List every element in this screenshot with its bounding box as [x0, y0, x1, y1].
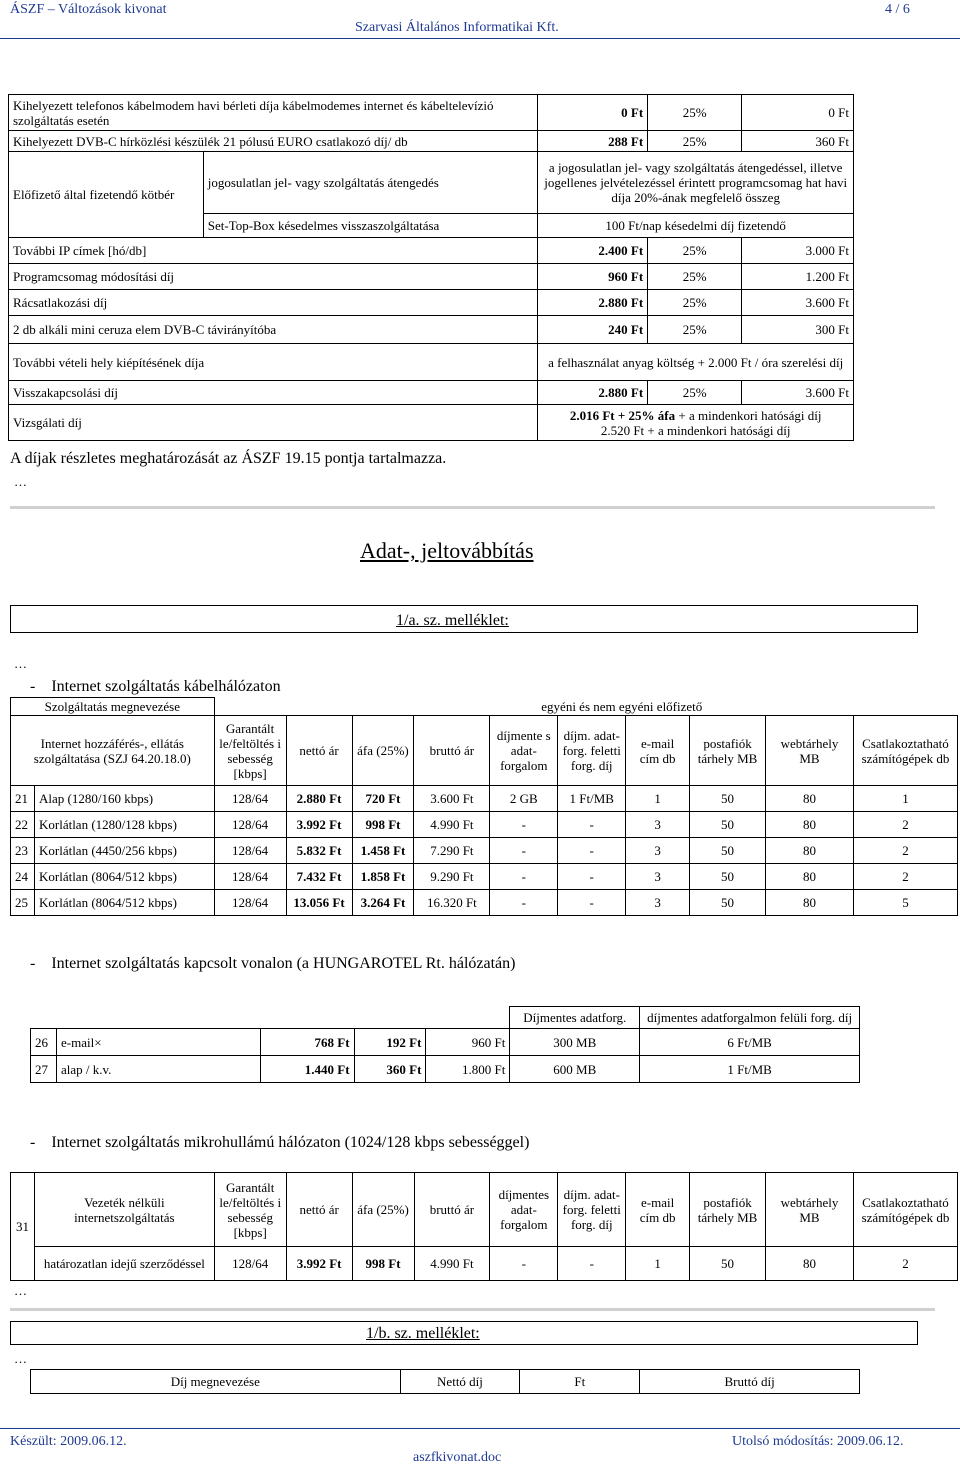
- inspection-row: [9, 405, 854, 441]
- cable-email-count: 3: [626, 864, 690, 890]
- fee-gross: 3.600 Ft: [742, 381, 854, 405]
- cable-row-number: 24: [11, 864, 35, 890]
- fee-vat: 25%: [648, 290, 742, 316]
- dial-over-fee: 6 Ft/MB: [640, 1029, 860, 1056]
- fee-label: Kihelyezett telefonos kábelmodem havi bérleti díja kábelmodemes internet és kábeltelevízió szolgáltatás esetén: [9, 95, 538, 131]
- fee-label: Programcsomag módosítási díj: [9, 264, 538, 290]
- penalty-sub1: jogosulatlan jel- vagy szolgáltatás átengedés: [203, 152, 538, 214]
- cable-data-row: [11, 812, 958, 838]
- micro-row-number: 31: [11, 1173, 35, 1281]
- dial-package-name: alap / k.v.: [56, 1056, 260, 1083]
- dial-h-over: díjmentes adatforgalmon felüli forg. díj: [640, 1007, 860, 1029]
- fees-row: [9, 264, 854, 290]
- cable-over-fee: -: [558, 864, 626, 890]
- cable-computers: 2: [853, 838, 957, 864]
- micro-free-traffic: -: [490, 1247, 558, 1281]
- cable-header-row: [11, 698, 958, 716]
- dial-gross-price: 1.800 Ft: [426, 1056, 510, 1083]
- cable-gross-price: 9.290 Ft: [414, 864, 490, 890]
- cable-free-traffic: -: [490, 864, 558, 890]
- fee-vat: 25%: [648, 95, 742, 131]
- cable-over-fee: -: [558, 838, 626, 864]
- cable-web-mb: 80: [766, 890, 854, 916]
- cable-data-row: [11, 890, 958, 916]
- header-page-number: 4 / 6: [885, 2, 910, 17]
- fee-gross: 3.000 Ft: [742, 238, 854, 264]
- micro-h-col: díjmentes adat-forgalom: [490, 1173, 558, 1247]
- fees-row: [9, 131, 854, 152]
- annex-b-col: Ft: [520, 1370, 640, 1394]
- footer-created: Készült: 2009.06.12.: [10, 1434, 127, 1449]
- cable-h-service: Szolgáltatás megnevezése: [11, 698, 215, 716]
- cable-free-traffic: -: [490, 890, 558, 916]
- penalty-label: Előfizető által fizetendő kötbér: [9, 152, 204, 238]
- micro-email: 1: [626, 1247, 690, 1281]
- cable-mailbox-mb: 50: [690, 890, 766, 916]
- inspection-line1-bold: 2.016 Ft + 25% áfa: [569, 407, 676, 423]
- cable-net-price: 3.992 Ft: [286, 812, 352, 838]
- header-rule: [0, 38, 960, 39]
- cable-row-number: 22: [11, 812, 35, 838]
- cable-computers: 2: [853, 864, 957, 890]
- cable-gross-price: 4.990 Ft: [414, 812, 490, 838]
- annex-b-col: Díj megnevezése: [31, 1370, 401, 1394]
- micro-vat: 998 Ft: [352, 1247, 414, 1281]
- fee-label: 2 db alkáli mini ceruza elem DVB-C távirányítóba: [9, 316, 538, 344]
- cable-computers: 5: [853, 890, 957, 916]
- micro-contract: határozatlan idejű szerződéssel: [34, 1247, 214, 1281]
- dial-data-row: [31, 1056, 860, 1083]
- fee-vat: 25%: [648, 264, 742, 290]
- cable-h-col: e-mail cím db: [626, 716, 690, 786]
- micro-h-col: webtárhely MB: [766, 1173, 854, 1247]
- micro-h-col: Garantált le/feltöltés i sebesség [kbps]: [214, 1173, 286, 1247]
- fee-net: 2.880 Ft: [538, 381, 648, 405]
- annex-b-col: Bruttó díj: [640, 1370, 860, 1394]
- dial-gross-price: 960 Ft: [426, 1029, 510, 1056]
- penalty-sub2: Set-Top-Box késedelmes visszaszolgáltatása: [203, 214, 538, 238]
- fee-vat: 25%: [648, 381, 742, 405]
- cable-package-name: Korlátlan (4450/256 kbps): [34, 838, 214, 864]
- cable-h-col: nettó ár: [286, 716, 352, 786]
- annex-b-table: [30, 1369, 860, 1394]
- cable-h-col: webtárhely MB: [766, 716, 854, 786]
- cable-gross-price: 7.290 Ft: [414, 838, 490, 864]
- extra-site-label: További vételi hely kiépítésének díja: [9, 344, 538, 381]
- fees-row: [9, 238, 854, 264]
- header-left: ÁSZF – Változások kivonat: [10, 2, 167, 17]
- cable-row-number: 25: [11, 890, 35, 916]
- cable-net-price: 13.056 Ft: [286, 890, 352, 916]
- fee-gross: 0 Ft: [742, 95, 854, 131]
- annex-b-header-row: [31, 1370, 860, 1394]
- cable-free-traffic: -: [490, 838, 558, 864]
- micro-header-row: [11, 1173, 958, 1247]
- dial-row-number: 27: [31, 1056, 57, 1083]
- cable-gross-price: 16.320 Ft: [414, 890, 490, 916]
- micro-computers: 2: [853, 1247, 957, 1281]
- ellipsis: …: [14, 1351, 27, 1366]
- fee-net: 2.400 Ft: [538, 238, 648, 264]
- cable-email-count: 3: [626, 812, 690, 838]
- dial-heading: - Internet szolgáltatás kapcsolt vonalon (a HUNGAROTEL Rt. hálózatán): [30, 955, 516, 972]
- ellipsis: …: [14, 656, 27, 671]
- micro-web: 80: [766, 1247, 854, 1281]
- dial-package-name: e-mail×: [56, 1029, 260, 1056]
- cable-h-col: bruttó ár: [414, 716, 490, 786]
- cable-data-row: [11, 838, 958, 864]
- cable-vat: 3.264 Ft: [352, 890, 414, 916]
- cable-row-number: 21: [11, 786, 35, 812]
- micro-h-col: díjm. adat-forg. feletti forg. díj: [558, 1173, 626, 1247]
- cable-mailbox-mb: 50: [690, 812, 766, 838]
- micro-speed: 128/64: [214, 1247, 286, 1281]
- fee-vat: 25%: [648, 316, 742, 344]
- fees-row: [9, 95, 854, 131]
- cable-net-price: 7.432 Ft: [286, 864, 352, 890]
- dial-h-free: Díjmentes adatforg.: [510, 1007, 640, 1029]
- micro-net: 3.992 Ft: [286, 1247, 352, 1281]
- fee-gross: 3.600 Ft: [742, 290, 854, 316]
- dial-vat: 360 Ft: [354, 1056, 426, 1083]
- micro-over-fee: -: [558, 1247, 626, 1281]
- cable-speed: 128/64: [214, 864, 286, 890]
- fees-row: [9, 290, 854, 316]
- cable-h-col: Csatlakoztatható számítógépek db: [853, 716, 957, 786]
- cable-web-mb: 80: [766, 812, 854, 838]
- cable-package-name: Alap (1280/160 kbps): [34, 786, 214, 812]
- footer-filename: aszfkivonat.doc: [413, 1450, 502, 1465]
- fee-net: 0 Ft: [538, 95, 648, 131]
- cable-over-fee: -: [558, 890, 626, 916]
- cable-package-name: Korlátlan (8064/512 kbps): [34, 890, 214, 916]
- fee-gross: 300 Ft: [742, 316, 854, 344]
- cable-over-fee: 1 Ft/MB: [558, 786, 626, 812]
- cable-web-mb: 80: [766, 864, 854, 890]
- cable-package-name: Korlátlan (8064/512 kbps): [34, 864, 214, 890]
- fee-vat: 25%: [648, 131, 742, 152]
- micro-h-col: áfa (25%): [352, 1173, 414, 1247]
- extra-site-value: a felhasználat anyag költség + 2.000 Ft / óra szerelési díj: [538, 344, 854, 381]
- micro-table: [10, 1172, 958, 1281]
- cable-h-col: postafiók tárhely MB: [690, 716, 766, 786]
- fees-table: [8, 94, 854, 441]
- micro-h-col: bruttó ár: [414, 1173, 490, 1247]
- cable-h-subscriber: egyéni és nem egyéni előfizető: [286, 698, 957, 716]
- cable-free-traffic: -: [490, 812, 558, 838]
- ellipsis: …: [14, 474, 27, 489]
- header-company: Szarvasi Általános Informatikai Kft.: [355, 20, 559, 35]
- fee-label: További IP címek [hó/db]: [9, 238, 538, 264]
- fee-net: 2.880 Ft: [538, 290, 648, 316]
- fee-gross: 360 Ft: [742, 131, 854, 152]
- cable-gross-price: 3.600 Ft: [414, 786, 490, 812]
- micro-mailbox: 50: [690, 1247, 766, 1281]
- annex-b-box: [10, 1321, 918, 1345]
- cable-vat: 998 Ft: [352, 812, 414, 838]
- micro-h-col: nettó ár: [286, 1173, 352, 1247]
- dial-header-row: [31, 1007, 860, 1029]
- cable-email-count: 3: [626, 838, 690, 864]
- cable-net-price: 5.832 Ft: [286, 838, 352, 864]
- dial-vat: 192 Ft: [354, 1029, 426, 1056]
- cable-table: [10, 697, 958, 916]
- annex-b-title: 1/b. sz. melléklet:: [366, 1325, 480, 1342]
- micro-h-col: Csatlakoztatható számítógépek db: [853, 1173, 957, 1247]
- cable-speed: 128/64: [214, 812, 286, 838]
- cable-mailbox-mb: 50: [690, 864, 766, 890]
- micro-h-col: postafiók tárhely MB: [690, 1173, 766, 1247]
- footer-rule: [0, 1428, 960, 1429]
- dial-net-price: 1.440 Ft: [260, 1056, 354, 1083]
- cable-h-col: Garantált le/feltöltés i sebesség [kbps]: [214, 716, 286, 786]
- annex-a-title: 1/a. sz. melléklet:: [396, 612, 509, 629]
- cable-computers: 1: [853, 786, 957, 812]
- micro-heading: - Internet szolgáltatás mikrohullámú hálózaton (1024/128 kbps sebességgel): [30, 1134, 530, 1151]
- inspection-line1-rest: + a mindenkori hatósági díj: [675, 407, 822, 423]
- cable-h-col: díjm. adat-forg. feletti forg. díj: [558, 716, 626, 786]
- fee-label: Kihelyezett DVB-C hírközlési készülék 21 pólusú EURO csatlakozó díj/ db: [9, 131, 538, 152]
- dial-data-row: [31, 1029, 860, 1056]
- annex-a-box: [10, 605, 918, 633]
- fee-net: 240 Ft: [538, 316, 648, 344]
- ellipsis: …: [14, 1283, 27, 1298]
- annex-b-col: Nettó díj: [400, 1370, 520, 1394]
- divider: [10, 1308, 935, 1311]
- section-title: Adat-, jeltovábbítás: [360, 538, 534, 563]
- cable-h-col: áfa (25%): [352, 716, 414, 786]
- cable-speed: 128/64: [214, 890, 286, 916]
- divider: [10, 506, 935, 509]
- fees-row: [9, 316, 854, 344]
- inspection-label: Vizsgálati díj: [9, 405, 538, 441]
- cable-web-mb: 80: [766, 838, 854, 864]
- cable-vat: 1.458 Ft: [352, 838, 414, 864]
- cable-net-price: 2.880 Ft: [286, 786, 352, 812]
- cable-mailbox-mb: 50: [690, 786, 766, 812]
- dial-net-price: 768 Ft: [260, 1029, 354, 1056]
- micro-h-service: Vezeték nélküli internetszolgáltatás: [34, 1173, 214, 1247]
- cable-email-count: 1: [626, 786, 690, 812]
- dial-row-number: 26: [31, 1029, 57, 1056]
- cable-row-number: 23: [11, 838, 35, 864]
- micro-h-col: e-mail cím db: [626, 1173, 690, 1247]
- micro-data-row: [11, 1247, 958, 1281]
- extra-site-row: [9, 344, 854, 381]
- cable-speed: 128/64: [214, 838, 286, 864]
- fees-row: [9, 381, 854, 405]
- cable-vat: 720 Ft: [352, 786, 414, 812]
- fee-vat: 25%: [648, 238, 742, 264]
- dial-free-traffic: 600 MB: [510, 1056, 640, 1083]
- footer-modified: Utolsó módosítás: 2009.06.12.: [732, 1434, 904, 1449]
- dial-free-traffic: 300 MB: [510, 1029, 640, 1056]
- cable-computers: 2: [853, 812, 957, 838]
- inspection-value: [538, 405, 854, 441]
- cable-mailbox-mb: 50: [690, 838, 766, 864]
- penalty-row: [9, 152, 854, 214]
- cable-h-col: díjmente s adat-forgalom: [490, 716, 558, 786]
- cable-heading: - Internet szolgáltatás kábelhálózaton: [30, 678, 281, 695]
- fee-gross: 1.200 Ft: [742, 264, 854, 290]
- cable-header-row: [11, 716, 958, 786]
- cable-email-count: 3: [626, 890, 690, 916]
- fee-net: 960 Ft: [538, 264, 648, 290]
- cable-data-row: [11, 786, 958, 812]
- cable-vat: 1.858 Ft: [352, 864, 414, 890]
- cable-package-name: Korlátlan (1280/128 kbps): [34, 812, 214, 838]
- fee-net: 288 Ft: [538, 131, 648, 152]
- cable-over-fee: -: [558, 812, 626, 838]
- fee-label: Visszakapcsolási díj: [9, 381, 538, 405]
- fees-note: A díjak részletes meghatározását az ÁSZF 19.15 pontja tartalmazza.: [10, 450, 447, 467]
- cable-free-traffic: 2 GB: [490, 786, 558, 812]
- cable-web-mb: 80: [766, 786, 854, 812]
- cable-h-access: Internet hozzáférés-, ellátás szolgáltatása (SZJ 64.20.18.0): [11, 716, 215, 786]
- micro-gross: 4.990 Ft: [414, 1247, 490, 1281]
- cable-data-row: [11, 864, 958, 890]
- inspection-line2: 2.520 Ft + a mindenkori hatósági díj: [600, 422, 791, 438]
- cable-speed: 128/64: [214, 786, 286, 812]
- fee-label: Rácsatlakozási díj: [9, 290, 538, 316]
- penalty-val1: a jogosulatlan jel- vagy szolgáltatás átengedéssel, illetve jogellenes jelvételezéssel érintett programcsomag hat havi díja 20%-ának megfelelő összeg: [538, 152, 854, 214]
- dial-table: [30, 1006, 860, 1083]
- penalty-val2: 100 Ft/nap késedelmi díj fizetendő: [538, 214, 854, 238]
- dial-over-fee: 1 Ft/MB: [640, 1056, 860, 1083]
